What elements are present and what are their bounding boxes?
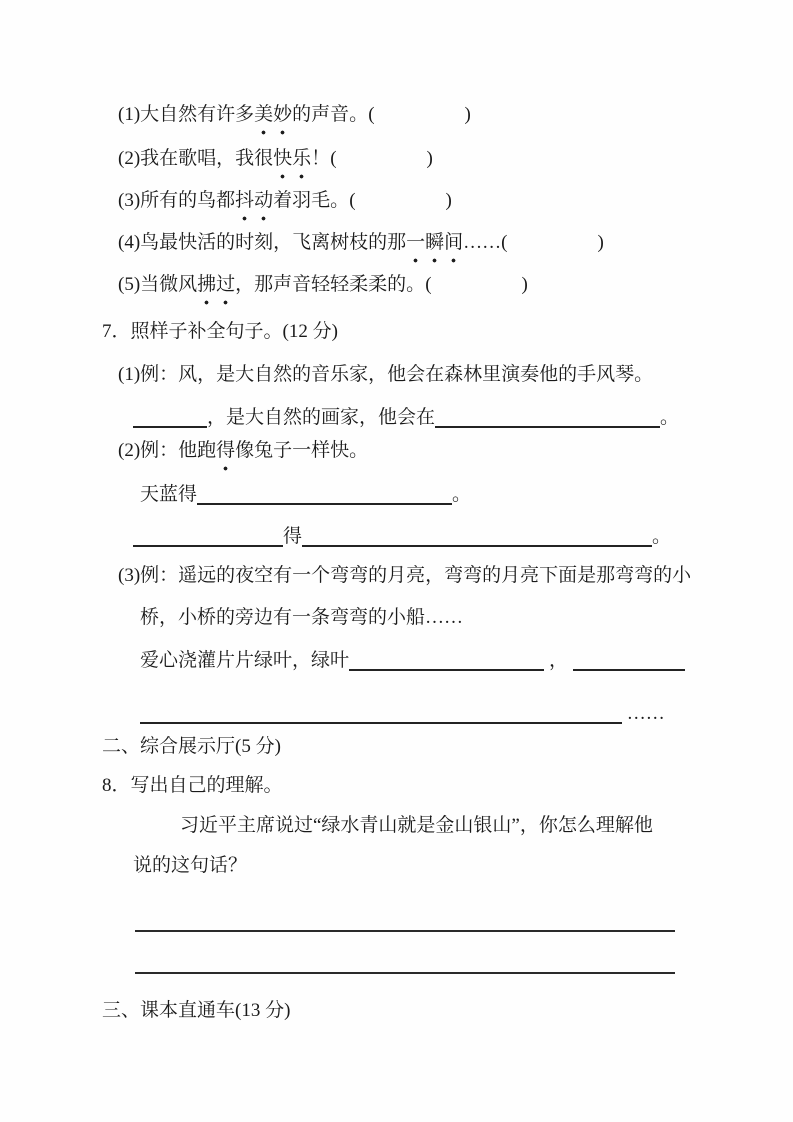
prompt-text: 说的这句话？ bbox=[133, 855, 248, 876]
q8-prompt-line-1 bbox=[180, 812, 653, 839]
q7-sub1-fill-line bbox=[133, 404, 679, 431]
q7-sub3-example-line-2 bbox=[140, 604, 463, 631]
sentence-text: 着羽毛。 bbox=[273, 190, 350, 211]
answer-blank-line bbox=[140, 703, 622, 724]
answer-blank-line bbox=[302, 526, 652, 547]
sentence-text: (2)我在歌唱，我很 bbox=[118, 148, 274, 169]
example-text: 桥，小桥的旁边有一条弯弯的小船…… bbox=[140, 607, 464, 628]
question-title-text: 7．照样子补全句子。(12 分) bbox=[102, 321, 338, 342]
emphasized-word: 得 bbox=[216, 437, 235, 471]
q7-sub1-example bbox=[118, 361, 653, 388]
example-text: 像兔子一样快。 bbox=[235, 440, 369, 461]
sentence-text: ，那声音轻轻柔柔的。 bbox=[235, 274, 426, 295]
section-title-text: 三、课本直通车(13 分) bbox=[102, 1000, 291, 1021]
question-title-text: 8．写出自己的理解。 bbox=[102, 775, 283, 796]
sentence-text: (4)鸟最快活的时刻，飞离树枝的那 bbox=[118, 232, 407, 253]
answer-paren-open: ( bbox=[349, 190, 356, 211]
q7-sub2-fill-line-2 bbox=[133, 523, 671, 550]
fill-text: ，是大自然的画家，他会在 bbox=[207, 407, 436, 428]
example-text: (3)例：遥远的夜空有一个弯弯的月亮，弯弯的月亮下面是那弯弯的小 bbox=[118, 565, 692, 586]
emphasized-word: 快乐 bbox=[273, 145, 311, 179]
fill-text: …… bbox=[626, 703, 665, 724]
fill-text: 天蓝得 bbox=[140, 484, 198, 505]
answer-paren-open: ( bbox=[501, 232, 508, 253]
q6-item-3 bbox=[118, 187, 452, 221]
sentence-text: (3)所有的鸟都 bbox=[118, 190, 236, 211]
answer-blank-line bbox=[133, 526, 283, 547]
answer-paren-close: ) bbox=[445, 190, 452, 211]
answer-rule-line bbox=[135, 930, 675, 932]
fill-text: 。 bbox=[652, 526, 672, 547]
q7-sub3-fill-line-1 bbox=[140, 647, 685, 674]
q7-sub3-fill-line-2 bbox=[140, 700, 665, 727]
answer-paren-close: ) bbox=[464, 104, 471, 125]
q7-sub2-example bbox=[118, 437, 368, 471]
section-2-title bbox=[102, 733, 281, 760]
answer-paren-open: ( bbox=[330, 148, 337, 169]
answer-blank-line bbox=[435, 407, 660, 428]
fill-text: 得 bbox=[283, 526, 303, 547]
q6-item-5 bbox=[118, 271, 528, 305]
sentence-text: 的声音。 bbox=[292, 104, 369, 125]
q6-item-1 bbox=[118, 101, 471, 135]
emphasized-word: 拂过 bbox=[197, 271, 235, 305]
q7-sub2-fill-line-1 bbox=[140, 481, 471, 508]
sentence-text: (5)当微风 bbox=[118, 274, 198, 295]
q6-item-4 bbox=[118, 229, 604, 263]
example-text: (1)例：风，是大自然的音乐家，他会在森林里演奏他的手风琴。 bbox=[118, 364, 654, 385]
answer-paren-close: ) bbox=[426, 148, 433, 169]
sentence-text: (1)大自然有许多 bbox=[118, 104, 255, 125]
emphasized-word: 抖动 bbox=[235, 187, 273, 221]
q8-title bbox=[102, 772, 283, 799]
prompt-text: 习近平主席说过“绿水青山就是金山银山”，你怎么理解他 bbox=[180, 815, 653, 836]
answer-paren-open: ( bbox=[425, 274, 432, 295]
answer-blank-line bbox=[349, 650, 544, 671]
answer-paren-close: ) bbox=[597, 232, 604, 253]
fill-text: ， bbox=[549, 650, 569, 671]
q7-sub3-example-line-1 bbox=[118, 562, 691, 589]
answer-blank-line bbox=[197, 484, 452, 505]
sentence-text: ！ bbox=[311, 148, 331, 169]
sentence-text: …… bbox=[463, 232, 502, 253]
fill-text: 。 bbox=[660, 407, 680, 428]
fill-text: 爱心浇灌片片绿叶，绿叶 bbox=[140, 650, 350, 671]
section-3-title bbox=[102, 997, 290, 1024]
answer-paren-open: ( bbox=[368, 104, 375, 125]
answer-rule-line bbox=[135, 972, 675, 974]
q7-title bbox=[102, 318, 338, 345]
answer-paren-close: ) bbox=[521, 274, 528, 295]
section-title-text: 二、综合展示厅(5 分) bbox=[102, 736, 281, 757]
emphasized-word: 美妙 bbox=[254, 101, 292, 135]
q8-prompt-line-2 bbox=[133, 852, 247, 879]
answer-blank-line bbox=[573, 650, 685, 671]
q6-item-2 bbox=[118, 145, 433, 179]
answer-blank-line bbox=[133, 407, 207, 428]
example-text: (2)例：他跑 bbox=[118, 440, 217, 461]
emphasized-word: 一瞬间 bbox=[406, 229, 463, 263]
fill-text: 。 bbox=[452, 484, 472, 505]
